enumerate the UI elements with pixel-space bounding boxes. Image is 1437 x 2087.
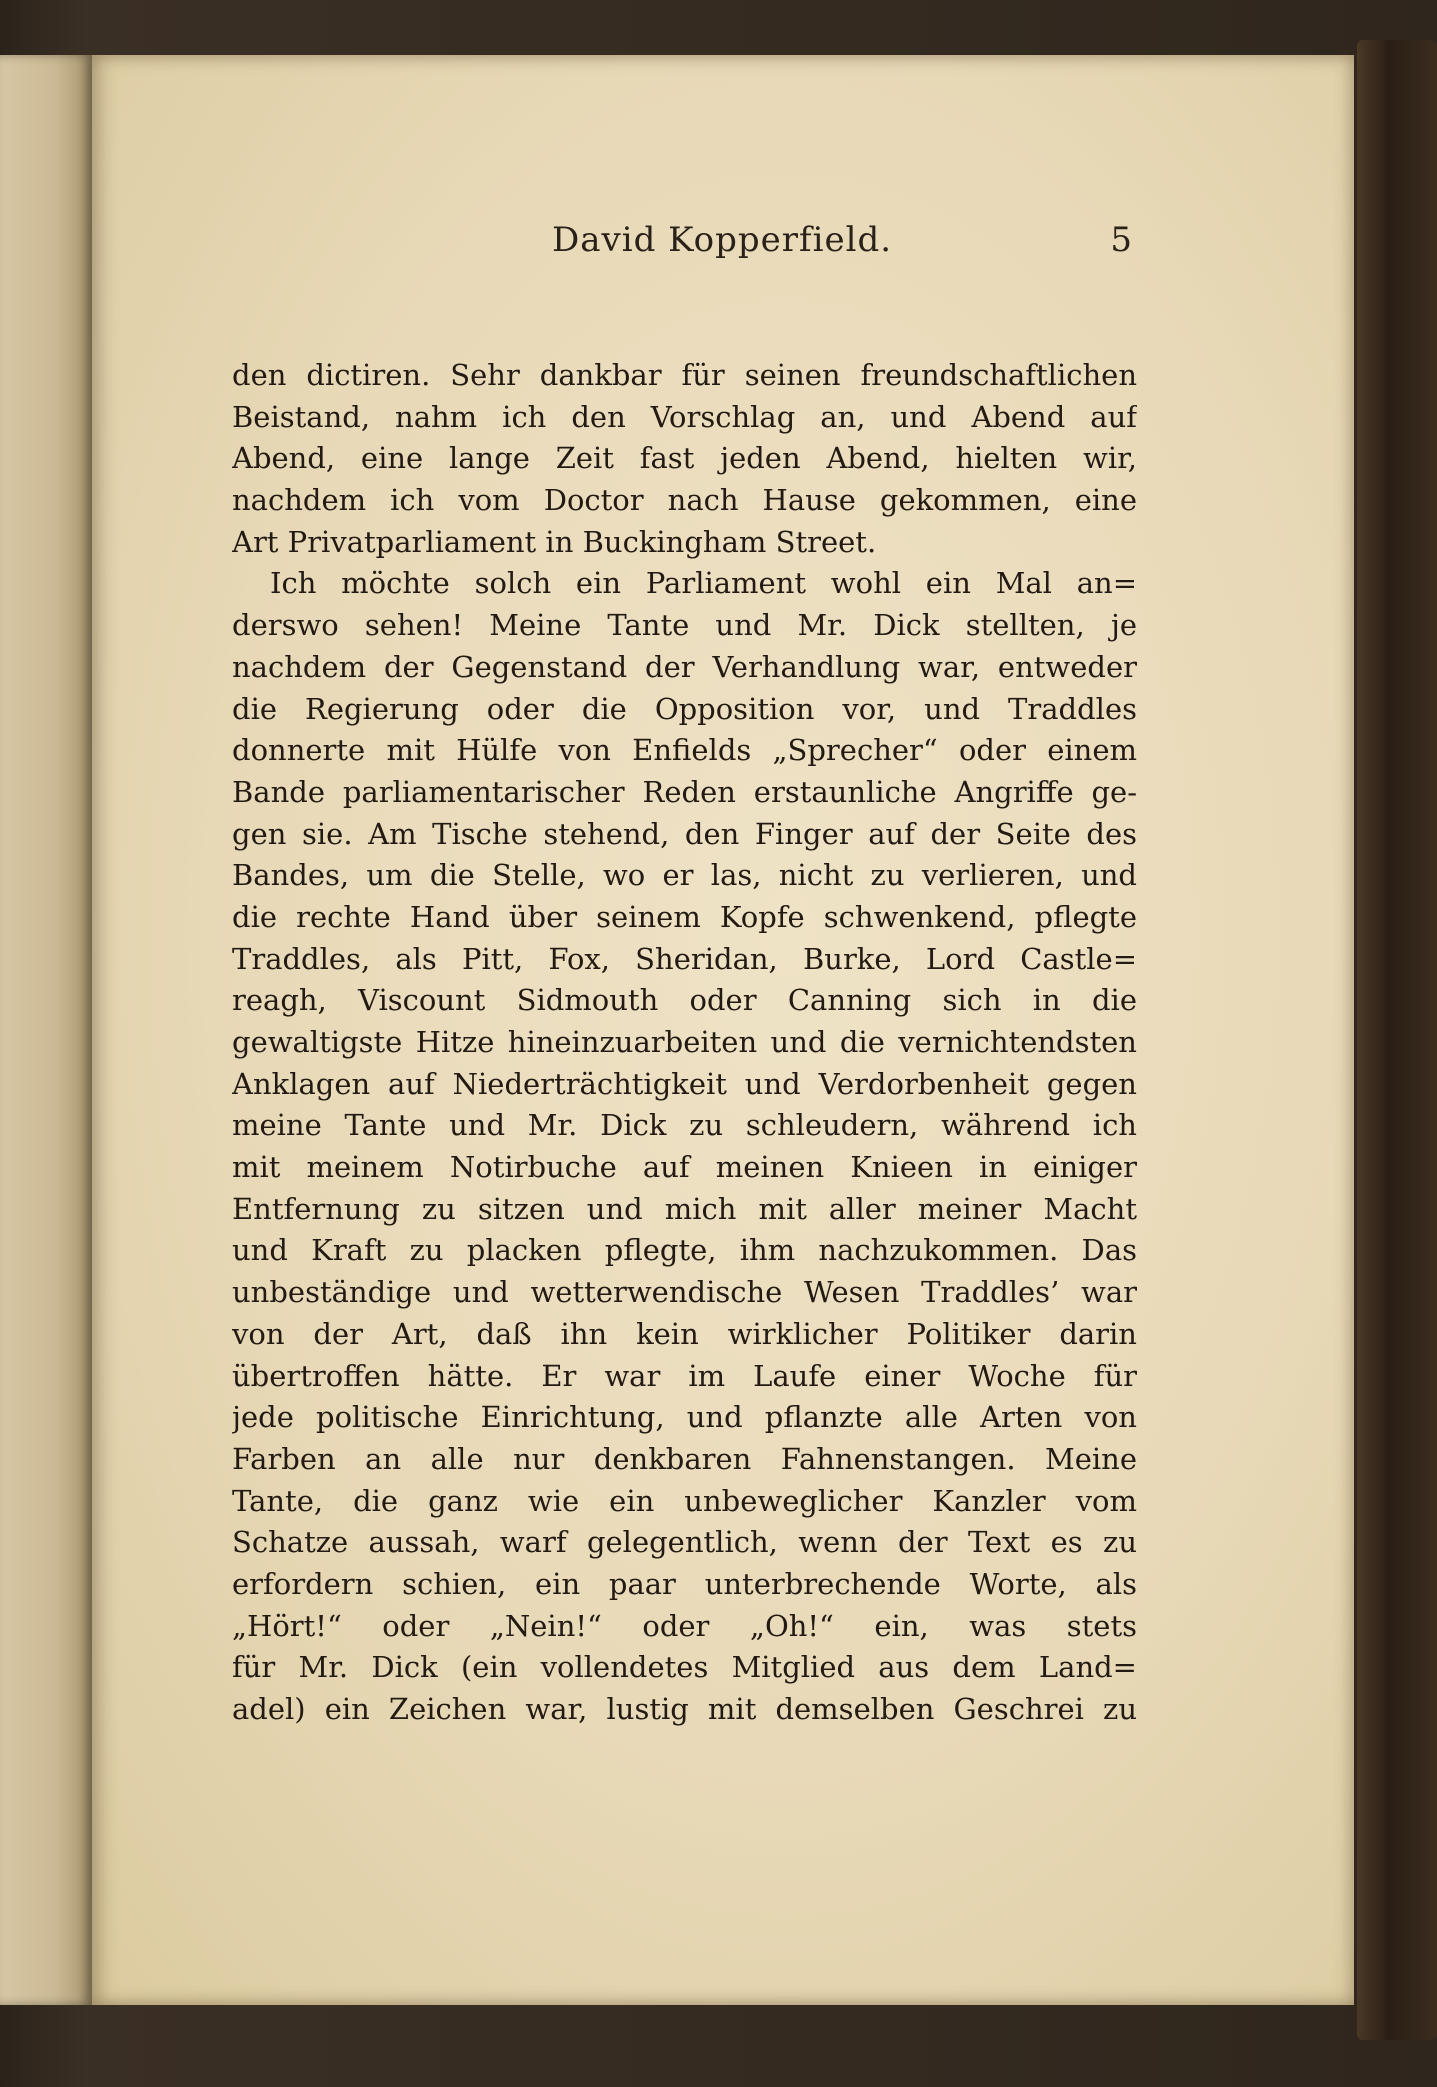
- text-line: und Kraft zu placken pflegte, ihm nachzukommen. Das: [232, 1233, 1137, 1268]
- text-line: Beistand, nahm ich den Vorschlag an, und Abend auf: [232, 399, 1137, 434]
- text-line: Anklagen auf Niederträchtigkeit und Verdorbenheit gegen: [232, 1066, 1137, 1101]
- page-number: 5: [1110, 220, 1132, 260]
- facing-page-edge: [0, 55, 92, 2005]
- text-line: Bande parliamentarischer Reden erstaunliche Angriffe ge-: [232, 774, 1137, 809]
- text-line: nachdem der Gegenstand der Verhandlung war, entweder: [232, 649, 1137, 684]
- text-line: donnerte mit Hülfe von Enfields „Sprecher“ oder einem: [232, 733, 1137, 768]
- text-line: nachdem ich vom Doctor nach Hause gekommen, eine: [232, 483, 1137, 518]
- text-line: Abend, eine lange Zeit fast jeden Abend, hielten wir,: [232, 441, 1137, 476]
- text-line: unbeständige und wetterwendische Wesen Traddles’ war: [232, 1275, 1137, 1310]
- text-line: Tante, die ganz wie ein unbeweglicher Kanzler vom: [232, 1483, 1137, 1518]
- text-line: gewaltigste Hitze hineinzuarbeiten und die vernichtendsten: [232, 1025, 1137, 1059]
- text-line: Bandes, um die Stelle, wo er las, nicht zu verlieren, und: [232, 858, 1137, 893]
- text-line: derswo sehen! Meine Tante und Mr. Dick stellten, je: [232, 608, 1137, 643]
- text-line: Entfernung zu sitzen und mich mit aller meiner Macht: [232, 1191, 1137, 1226]
- text-line: meine Tante und Mr. Dick zu schleudern, während ich: [232, 1108, 1137, 1143]
- text-line: mit meinem Notirbuche auf meinen Knieen in einiger: [232, 1150, 1137, 1185]
- text-line: reagh, Viscount Sidmouth oder Canning sich in die: [232, 983, 1137, 1018]
- text-line: die Regierung oder die Opposition vor, und Traddles: [232, 691, 1137, 726]
- text-line: übertroffen hätte. Er war im Laufe einer Woche für: [232, 1358, 1137, 1393]
- text-line: den dictiren. Sehr dankbar für seinen freundschaftlichen: [232, 358, 1137, 392]
- text-line: Farben an alle nur denkbaren Fahnenstangen. Meine: [232, 1441, 1137, 1476]
- text-line: erfordern schien, ein paar unterbrechende Worte, als: [232, 1566, 1137, 1601]
- text-line: Traddles, als Pitt, Fox, Sheridan, Burke, Lord Castle=: [232, 941, 1137, 976]
- text-line: Schatze aussah, warf gelegentlich, wenn der Text es zu: [232, 1525, 1137, 1560]
- paragraph-end-line: Art Privatparliament in Buckingham Street.: [232, 524, 877, 559]
- text-line: „Hört!“ oder „Nein!“ oder „Oh!“ ein, was stets: [232, 1608, 1137, 1643]
- text-line: von der Art, daß ihn kein wirklicher Politiker darin: [232, 1316, 1137, 1351]
- book-page: [92, 55, 1354, 2005]
- running-title: David Kopperfield.: [551, 220, 893, 260]
- text-line: jede politische Einrichtung, und pflanzte alle Arten von: [232, 1400, 1137, 1435]
- text-line: für Mr. Dick (ein vollendetes Mitglied aus dem Land=: [232, 1650, 1137, 1685]
- text-line: die rechte Hand über seinem Kopfe schwenkend, pflegte: [232, 899, 1137, 934]
- text-line: adel) ein Zeichen war, lustig mit demselben Geschrei zu: [232, 1692, 1137, 1726]
- page-header: [92, 220, 1354, 270]
- book-spine-edge: [1357, 40, 1437, 2040]
- text-line: gen sie. Am Tische stehend, den Finger auf der Seite des: [232, 816, 1137, 851]
- paragraph-start-line: Ich möchte solch ein Parliament wohl ein Mal an=: [270, 566, 1137, 601]
- body-text: [232, 355, 1137, 1731]
